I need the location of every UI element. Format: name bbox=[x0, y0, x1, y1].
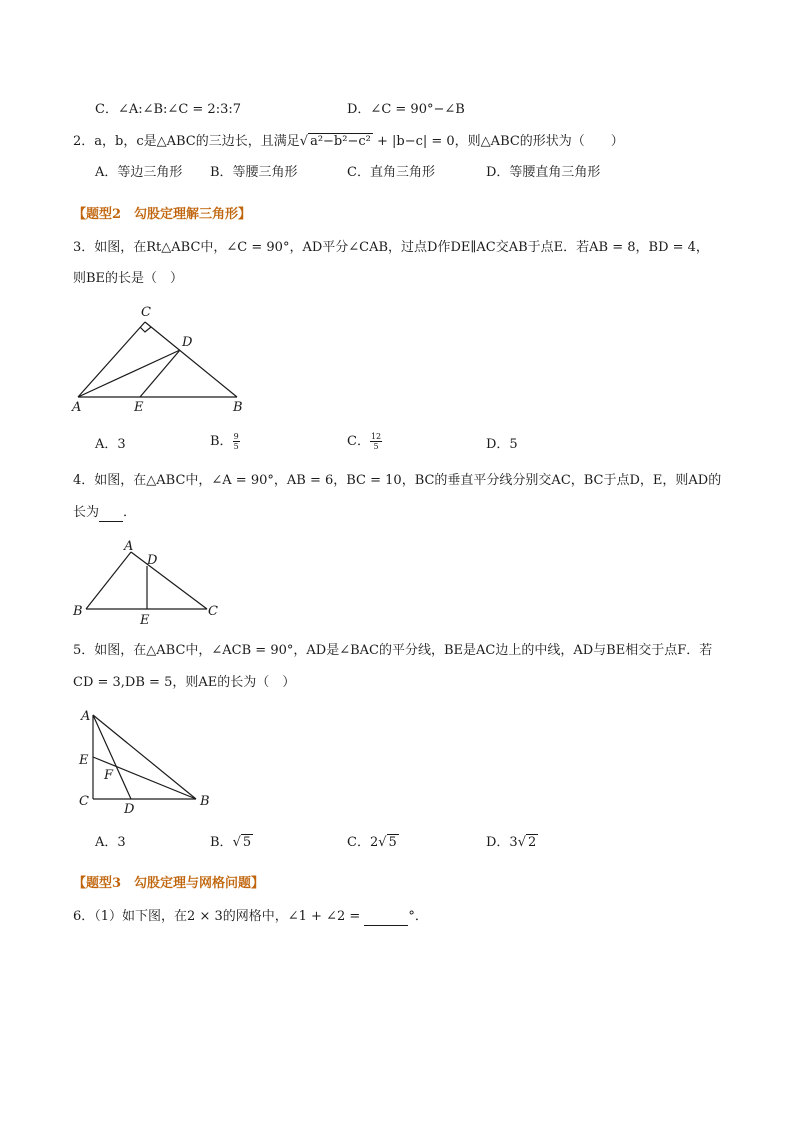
q5-option-c bbox=[347, 834, 399, 852]
fraction-denominator: 5 bbox=[233, 442, 239, 451]
q2-option-c: C．直角三角形 bbox=[347, 165, 435, 180]
q5-option-b-prefix: B． bbox=[210, 835, 233, 850]
q3-segment-ad bbox=[78, 350, 180, 397]
answer-blank[interactable] bbox=[364, 910, 408, 926]
q5-option-a: A．3 bbox=[95, 835, 126, 850]
question-4-line-2 bbox=[73, 504, 136, 522]
q4-label-b: B bbox=[73, 604, 83, 619]
q3-label-d: D bbox=[182, 335, 193, 350]
q3-side-ac bbox=[78, 322, 145, 397]
q3-label-a: A bbox=[72, 400, 82, 415]
section-title-3: 【题型3 勾股定理与网格问题】 bbox=[73, 876, 265, 891]
q5-label-e: E bbox=[79, 753, 89, 768]
q5-label-a: A bbox=[81, 709, 91, 724]
question-3-line-1: 3．如图，在Rt△ABC中，∠C = 90°，AD平分∠CAB，过点D作DE∥AC交AB于点E．若AB = 8，BD = 4， bbox=[73, 240, 709, 255]
q3-option-c-prefix: C． bbox=[347, 434, 370, 449]
q3-option-b-prefix: B． bbox=[210, 434, 233, 449]
q1-option-d: D．∠C = 90°−∠B bbox=[347, 102, 465, 117]
q5-option-c-radicand: 5 bbox=[388, 835, 397, 850]
q5-segment-ad bbox=[93, 715, 131, 799]
q5-option-c-prefix: C．2 bbox=[347, 835, 379, 850]
q5-option-d-radicand: 2 bbox=[528, 835, 537, 850]
q5-option-d bbox=[486, 834, 538, 852]
fraction-denominator: 5 bbox=[373, 442, 379, 451]
q4-line-2-pre: 长为 bbox=[73, 505, 100, 520]
q1-option-c: C．∠A:∠B:∠C = 2:3:7 bbox=[95, 102, 242, 117]
question-6-stem bbox=[73, 908, 428, 926]
q4-label-a: A bbox=[124, 539, 134, 554]
q5-side-ab bbox=[93, 715, 196, 799]
q2-option-a: A．等边三角形 bbox=[95, 165, 183, 180]
fraction-numerator: 12 bbox=[370, 432, 382, 441]
q2-stem-post: + |b−c| = 0，则△ABC的形状为（ ） bbox=[372, 134, 624, 149]
q5-option-b bbox=[210, 834, 253, 852]
q3-segment-de bbox=[140, 350, 180, 397]
q4-side-ac bbox=[131, 552, 207, 609]
q5-label-c: C bbox=[79, 794, 89, 809]
question-4-line-1: 4．如图，在△ABC中，∠A = 90°，AB = 6，BC = 10，BC的垂直平分线分别交AC，BC于点D，E，则AD的 bbox=[73, 473, 722, 488]
q6-stem-pre: 6．（1）如下图，在2 × 3的网格中，∠1 + ∠2 = bbox=[73, 909, 365, 924]
q5-label-f: F bbox=[104, 768, 114, 783]
q3-option-d: D．5 bbox=[486, 437, 518, 452]
question-2-stem bbox=[73, 133, 624, 151]
answer-blank[interactable] bbox=[99, 506, 123, 522]
q5-option-b-radicand: 5 bbox=[242, 835, 252, 850]
q3-side-cb bbox=[145, 322, 237, 397]
q3-option-b bbox=[210, 432, 240, 451]
q5-label-d: D bbox=[124, 802, 135, 817]
q4-label-e: E bbox=[140, 613, 150, 628]
q3-option-a: A．3 bbox=[95, 437, 126, 452]
q5-option-d-prefix: D．3 bbox=[486, 835, 518, 850]
q4-line-2-post: ． bbox=[123, 505, 137, 520]
q3-option-c bbox=[347, 432, 382, 451]
fraction bbox=[233, 432, 240, 451]
q3-label-e: E bbox=[134, 400, 144, 415]
q2-radicand: a²−b²−c² bbox=[310, 134, 371, 149]
question-5-line-2: CD = 3,DB = 5，则AE的长为（ ） bbox=[73, 675, 296, 690]
question-3-line-2: 则BE的长是（ ） bbox=[73, 271, 184, 286]
sqrt-sign: √ bbox=[517, 835, 526, 850]
q2-stem-pre: 2．a，b，c是△ABC的三边长，且满足 bbox=[73, 134, 300, 149]
q5-segment-be bbox=[93, 757, 196, 799]
sqrt-sign: √ bbox=[232, 835, 241, 850]
q3-right-angle-mark bbox=[140, 327, 151, 332]
section-title-2: 【题型2 勾股定理解三角形】 bbox=[73, 207, 252, 222]
sqrt-sign: √ bbox=[378, 835, 387, 850]
q3-label-b: B bbox=[233, 400, 243, 415]
fraction-numerator: 9 bbox=[233, 432, 239, 441]
q4-label-c: C bbox=[208, 604, 218, 619]
q4-label-d: D bbox=[147, 553, 158, 568]
q5-label-b: B bbox=[200, 794, 210, 809]
q3-label-c: C bbox=[141, 305, 151, 320]
fraction bbox=[370, 432, 382, 451]
q6-stem-post: °． bbox=[408, 909, 428, 924]
question-5-line-1: 5．如图，在△ABC中，∠ACB = 90°，AD是∠BAC的平分线，BE是AC边上的中线，AD与BE相交于点F．若 bbox=[73, 643, 713, 658]
q4-side-ba bbox=[86, 552, 131, 609]
q2-option-d: D．等腰直角三角形 bbox=[486, 165, 601, 180]
sqrt-sign: √ bbox=[299, 134, 309, 149]
q2-option-b: B．等腰三角形 bbox=[210, 165, 298, 180]
